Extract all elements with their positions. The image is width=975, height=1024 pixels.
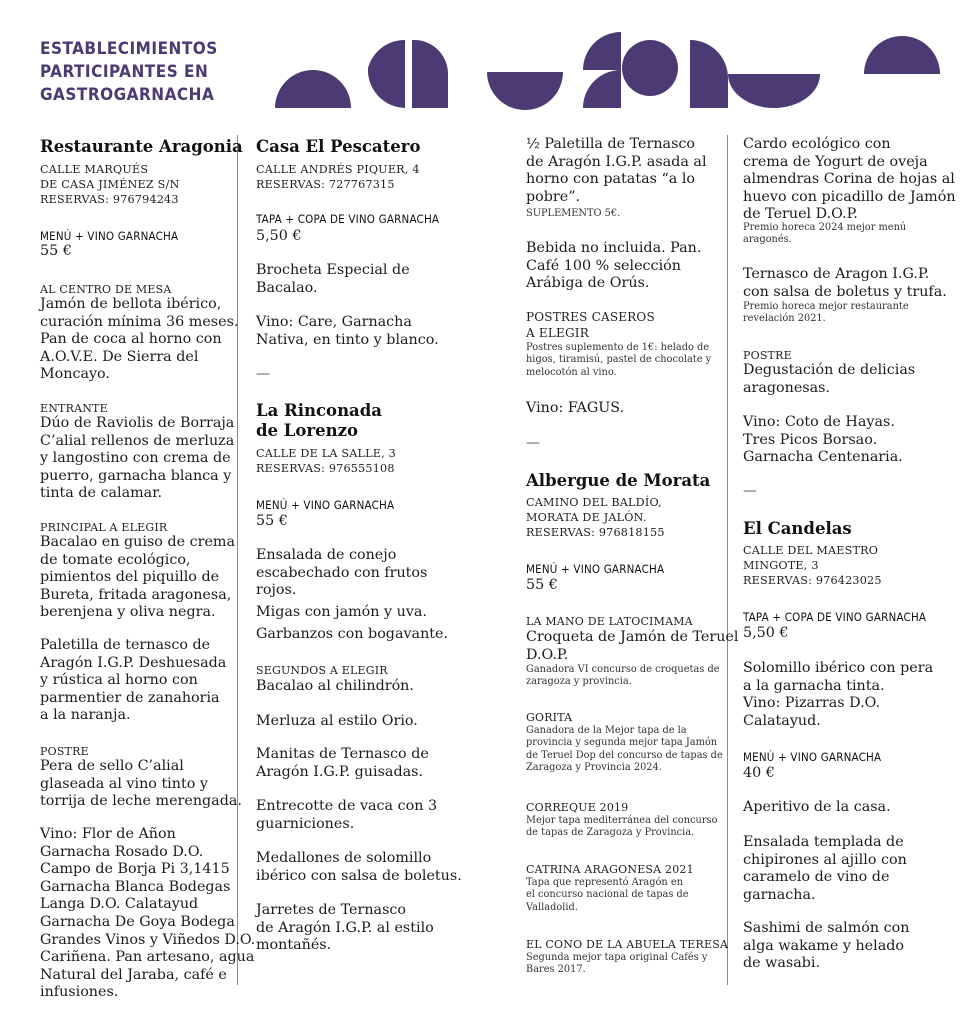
dish-description: Jamón de bellota ibérico, curación mínima 36 meses. Pan de coca al horno con A.O.V.E. De Sierra del Moncayo. [40, 296, 239, 383]
award-note: Ganadora VI concurso de croquetas de zaragoza y provincia. [526, 664, 720, 688]
restaurant-address: CALLE MARQUÉS DE CASA JIMÉNEZ S/N RESERVAS: 976794243 [40, 163, 180, 206]
dish-description: Solomillo ibérico con pera a la garnacha tinta. Vino: Pizarras D.O. Calatayud. [743, 660, 934, 729]
dish-description: ½ Paletilla de Ternasco de Aragón I.G.P. asada al horno con patatas “a lo pobre”. [526, 136, 707, 205]
offer-price: 55 € [526, 577, 558, 593]
decorative-shapes [0, 0, 975, 120]
half-circle-shape [690, 40, 728, 108]
wine-list: Vino: Flor de Añon Garnacha Rosado D.O. Campo de Borja Pi 3,1415 Garnacha Blanca Bodegas Langa D.O. Calatayud Garnacha De Goya Bodega Grandes Vinos y Viñedos D.O. Cariñena. Pan artesano, agua Natural del Jaraba, café e infusiones. [40, 826, 256, 1001]
dish-description: Aperitivo de la casa. [743, 799, 891, 815]
restaurant-address: CAMINO DEL BALDÍO, MORATA DE JALÓN. RESERVAS: 976818155 [526, 496, 665, 539]
supplement-note: SUPLEMENTO 5€. [526, 208, 621, 219]
tapa-name: LA MANO DE LATOCIMAMA [526, 615, 693, 628]
dish-description: Sashimi de salmón con alga wakame y helado de wasabi. [743, 920, 910, 972]
dish-description: Ternasco de Aragon I.G.P. con salsa de boletus y trufa. [743, 266, 947, 300]
dish-description: Brocheta Especial de Bacalao. [256, 262, 410, 296]
offer-price: 55 € [256, 513, 288, 529]
section-label: SEGUNDOS A ELEGIR [256, 664, 388, 677]
award-note: Tapa que representó Aragón en el concurso nacional de tapas de Valladolid. [526, 877, 689, 913]
offer-price: 5,50 € [743, 625, 789, 641]
half-circle-shape [275, 70, 351, 108]
award-note: Mejor tapa mediterránea del concurso de tapas de Zaragoza y Provincia. [526, 815, 718, 839]
wine-list: Vino: FAGUS. [526, 400, 625, 416]
divider: — [743, 483, 757, 499]
tapa-name: GORITA [526, 711, 573, 724]
restaurant-name: Albergue de Morata [526, 471, 711, 490]
dish-description: Entrecotte de vaca con 3 guarniciones. [256, 798, 438, 832]
section-label: POSTRES CASEROS A ELEGIR [526, 310, 655, 340]
dish-description: Pera de sello C’alial glaseada al vino tinto y torrija de leche merengada. [40, 758, 242, 810]
restaurant-name: Casa El Pescatero [256, 137, 421, 156]
half-circle-shape [487, 72, 563, 110]
dish-description: Manitas de Ternasco de Aragón I.G.P. guisadas. [256, 746, 429, 780]
restaurant-address: CALLE ANDRÉS PIQUER, 4 RESERVAS: 727767315 [256, 163, 420, 191]
offer-price: 5,50 € [256, 228, 302, 244]
offer-label: TAPA + COPA DE VINO GARNACHA [743, 610, 927, 624]
wine-list: Vino: Coto de Hayas. Tres Picos Borsao. Garnacha Centenaria. [743, 414, 903, 466]
dish-description: Migas con jamón y uva. [256, 604, 427, 620]
dish-description: Ensalada templada de chipirones al ajillo con caramelo de vino de garnacha. [743, 834, 907, 903]
tapa-name: CORREQUE 2019 [526, 801, 629, 814]
restaurant-address: CALLE DEL MAESTRO MINGOTE, 3 RESERVAS: 976423025 [743, 544, 882, 587]
section-label: PRINCIPAL A ELEGIR [40, 521, 168, 534]
half-circle-shape [412, 40, 448, 108]
tapa-name: CATRINA ARAGONESA 2021 [526, 863, 694, 876]
page-title-line: PARTICIPANTES EN [40, 62, 209, 82]
award-note: Premio horeca 2024 mejor menú aragonés. [743, 222, 907, 246]
dessert-note: Postres suplemento de 1€: helado de higos, tiramisú, pastel de chocolate y melocotón al vino. [526, 342, 712, 378]
half-circle-shape [583, 32, 621, 108]
award-note: Segunda mejor tapa original Cafés y Bares 2017. [526, 952, 708, 976]
dish-description: Dúo de Raviolis de Borraja C’alial rellenos de merluza y langostino con crema de puerro, garnacha blanca y tinta de calamar. [40, 415, 235, 502]
page-title-line: GASTROGARNACHA [40, 85, 215, 105]
dish-description: Paletilla de ternasco de Aragón I.G.P. Deshuesada y rústica al horno con parmentier de zanahoria a la naranja. [40, 637, 227, 724]
half-circle-shape [864, 36, 940, 74]
offer-price: 55 € [40, 243, 72, 259]
dish-description: Croqueta de Jamón de Teruel D.O.P. [526, 629, 739, 663]
restaurant-address: CALLE DE LA SALLE, 3 RESERVAS: 976555108 [256, 447, 396, 475]
dish-description: Bacalao al chilindrón. [256, 678, 414, 694]
dish-description: Degustación de delicias aragonesas. [743, 362, 916, 396]
offer-label: TAPA + COPA DE VINO GARNACHA [256, 212, 440, 226]
restaurant-name: Restaurante Aragonia [40, 137, 243, 156]
wine-list: Vino: Care, Garnacha Nativa, en tinto y blanco. [256, 314, 439, 348]
dish-description: Merluza al estilo Orio. [256, 713, 418, 729]
offer-price: 40 € [743, 765, 775, 781]
drinks-info: Bebida no incluida. Pan. Café 100 % selección Arábiga de Orús. [526, 240, 702, 292]
award-note: Premio horeca mejor restaurante revelación 2021. [743, 301, 909, 325]
section-label: ENTRANTE [40, 402, 108, 415]
divider: — [526, 435, 540, 451]
offer-label: MENÚ + VINO GARNACHA [526, 562, 665, 576]
offer-label: MENÚ + VINO GARNACHA [40, 229, 179, 243]
section-label: POSTRE [40, 745, 89, 758]
half-circle-shape [728, 74, 820, 108]
circle-shape [622, 40, 678, 96]
dish-description: Garbanzos con bogavante. [256, 626, 449, 642]
award-note: Ganadora de la Mejor tapa de la provincia y segunda mejor tapa Jamón de Teruel Dop del concurso de tapas de Zaragoza y Provincia 2024. [526, 725, 723, 774]
tapa-name: EL CONO DE LA ABUELA TERESA [526, 938, 729, 951]
offer-label: MENÚ + VINO GARNACHA [256, 498, 395, 512]
section-label: AL CENTRO DE MESA [40, 283, 172, 296]
offer-label: MENÚ + VINO GARNACHA [743, 750, 882, 764]
dish-description: Jarretes de Ternasco de Aragón I.G.P. al estilo montañés. [256, 902, 434, 954]
section-label: POSTRE [743, 349, 792, 362]
restaurant-name: La Rinconada de Lorenzo [256, 401, 382, 440]
dish-description: Bacalao en guiso de crema de tomate ecológico, pimientos del piquillo de Bureta, fritada aragonesa, berenjena y oliva negra. [40, 534, 235, 621]
column-divider [727, 135, 728, 985]
page-title-line: ESTABLECIMIENTOS [40, 39, 218, 59]
dish-description: Medallones de solomillo ibérico con salsa de boletus. [256, 850, 462, 884]
restaurant-name: El Candelas [743, 519, 852, 538]
dish-description: Ensalada de conejo escabechado con frutos rojos. [256, 547, 428, 599]
divider: — [256, 366, 270, 382]
dish-description: Cardo ecológico con crema de Yogurt de oveja almendras Corina de hojas al huevo con picadillo de Jamón de Teruel D.O.P. [743, 136, 956, 223]
half-circle-shape [368, 40, 405, 108]
